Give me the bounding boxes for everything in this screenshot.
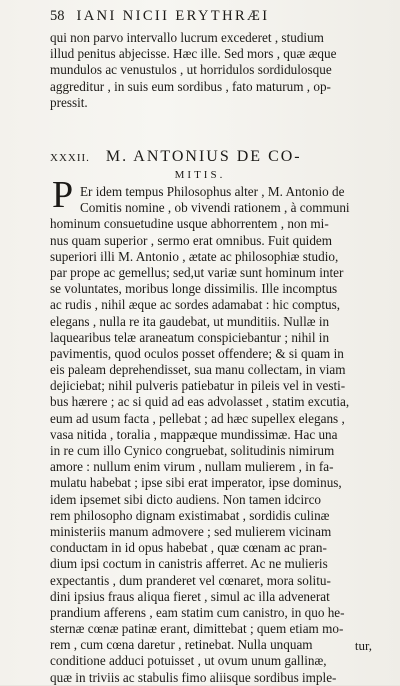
- text-line: quæ in triviis ac stabulis fimo aliisque sordibus imple-: [50, 669, 337, 685]
- text-line: aggreditur , in suis eum sordibus , fato maturum , op-: [50, 78, 331, 94]
- text-line: dejiciebat; nihil pulveris patiebatur in pileis vel in vesti-: [50, 378, 346, 394]
- section-heading: [50, 146, 380, 169]
- text-line: expectantis , dum pranderet vel cœnaret, mora solitu-: [50, 572, 331, 588]
- text-line: rem , cum cœna daretur , retinebat. Nulla unquam: [50, 637, 313, 653]
- text-line: laquearibus telæ araneatum conspiciebantur ; nihil in: [50, 329, 330, 345]
- text-line: Comitis nomine , ob vivendi rationem , à communi: [80, 200, 350, 216]
- text-line: ministeriis manum admovere ; sed mulierem vicinam: [50, 523, 332, 539]
- text-line: in re cum illo Cynico congruebat, solitudinis nimirum: [50, 443, 335, 458]
- text-line: idem ipsemet sibi dicto audiens. Non tamen idcirco: [50, 491, 322, 507]
- section-title: M. ANTONIUS DE CO-: [105, 148, 302, 165]
- text-line: amore : nullum enim virum , nullam mulierem , in fa-: [50, 459, 334, 475]
- text-line: superiori illi M. Antonio , ætate ac philosophiæ studio,: [50, 248, 339, 264]
- text-line: qui non parvo intervallo lucrum excederet , studium: [50, 30, 324, 45]
- text-line: nus quam superior , sermo erat omnibus. Fuit quidem: [50, 232, 333, 248]
- text-line: se voluntates, moribus longe dissimilis. Ille incomptus: [50, 281, 338, 297]
- text-line: eum ad usum facta , pellebat ; ad hæc supellex elegans ,: [50, 410, 345, 426]
- text-line: dini ipsius fraus aliqua fieret , simul ac illa advenerat: [50, 588, 330, 604]
- drop-cap: P: [52, 174, 74, 216]
- text-line: pressit.: [50, 94, 88, 110]
- text-line: conditione adduci potuisset , ut ovum unum gallinæ,: [50, 653, 327, 669]
- catchword: tur,: [354, 638, 372, 653]
- top-paragraph: [50, 30, 390, 111]
- text-line: ac rudis , nihil æque ac sordes adamabat : hic comptus,: [50, 297, 341, 313]
- text-line: elegans , nulla re ita gaudebat, ut munditiis. Nullæ in: [50, 313, 330, 329]
- text-line: pavimentis, quod oculos posset offendere; & si quam in: [50, 345, 344, 361]
- text-line: vasa nitida , toralia , mappæque mundissimæ. Hac una: [50, 426, 338, 442]
- page-number: 58: [50, 8, 65, 24]
- text-line: conductam in id opus habebat , quæ cœnam ac pran-: [50, 540, 327, 556]
- text-line: Er idem tempus Philosophus alter , M. Antonio de: [80, 184, 345, 199]
- text-line: hominum consuetudine usque abhorrentem , non mi-: [50, 216, 329, 232]
- text-line: mundulos ac venustulos , ut horridulos sordidulosque: [50, 62, 332, 78]
- text-line: bus hærere ; ac si quid ad eas advolasset , statim excutia,: [50, 394, 350, 410]
- text-line: prandium afferens , eam statim cum canistro, in quo he-: [50, 604, 345, 620]
- running-title: IANI NICII ERYTHRÆI: [76, 8, 270, 24]
- running-header: [50, 6, 380, 26]
- text-line: dium ipsi coctum in canistris afferret. Ac ne mulieris: [50, 556, 328, 572]
- text-line: rem philosopho dignam existimabat , sordidis culinæ: [50, 507, 330, 523]
- text-line: mulatu habebat ; ipse sibi erat imperator, ipse dominus,: [50, 475, 342, 491]
- section-number: XXXII.: [50, 152, 90, 164]
- text-line: eis paleam deprehendisset, sua manu collectam, in viam: [50, 362, 346, 378]
- main-paragraph: [50, 184, 390, 686]
- text-line: illud penitus abjecisse. Hæc ille. Sed mors , quæ æque: [50, 46, 337, 62]
- text-line: par prope ac gemellus; sed,ut variæ sunt hominum inter: [50, 264, 344, 280]
- text-line: sternæ cœnæ patinæ erant, dimittebat ; quem etiam mo-: [50, 621, 344, 637]
- section-title-continued: MITIS.: [174, 169, 226, 181]
